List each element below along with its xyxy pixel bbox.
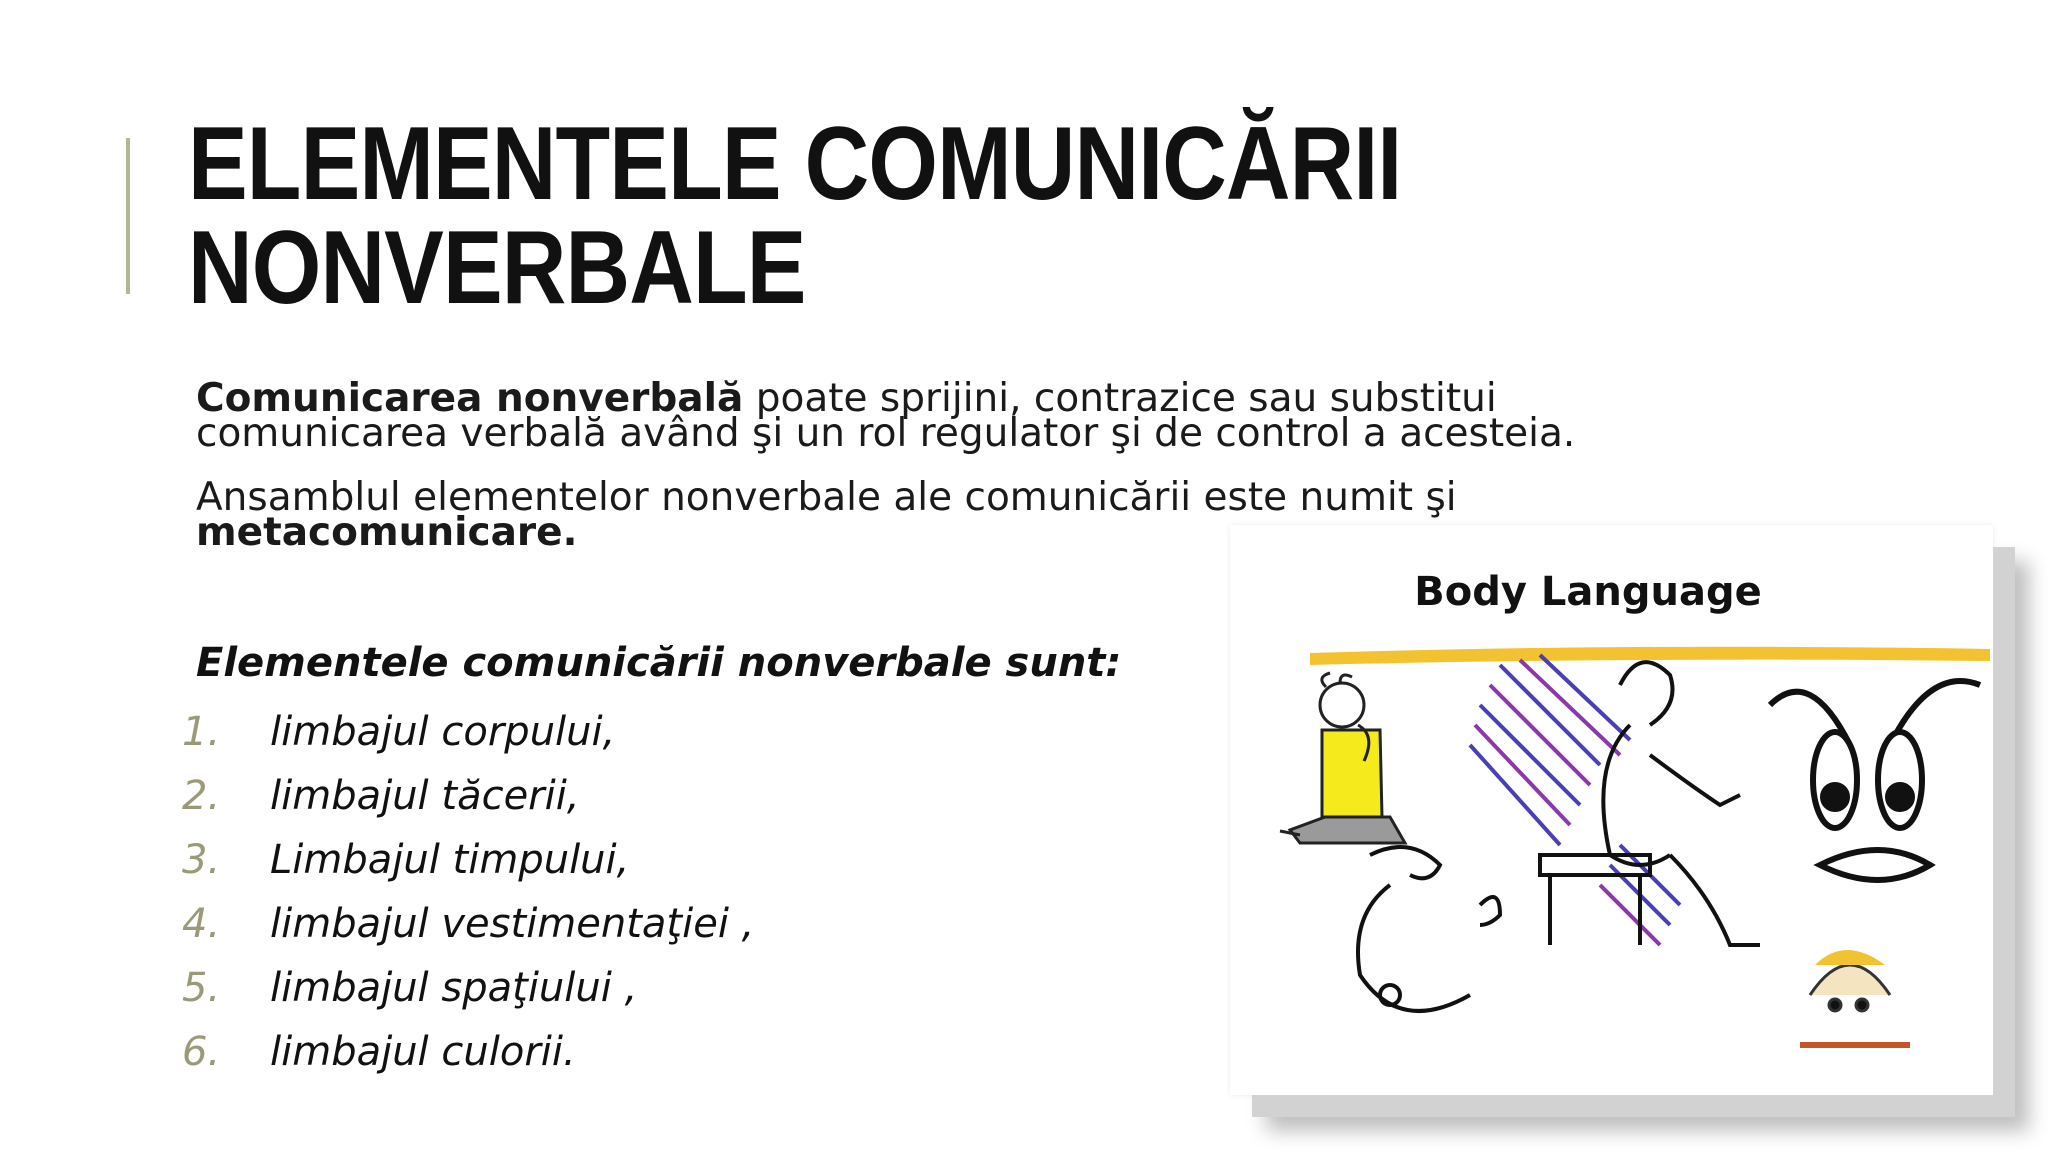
title-line-1: ELEMENTELE COMUNICĂRII: [188, 106, 1402, 222]
elements-list: [182, 700, 754, 1084]
title-line-2: NONVERBALE: [188, 210, 806, 326]
list-item-number: 1.: [182, 709, 221, 755]
title-accent-bar: [126, 138, 130, 294]
angry-face: [1770, 681, 1980, 880]
list-item-number: 5.: [182, 965, 221, 1011]
list-item-text: limbajul culorii.: [270, 1029, 576, 1075]
paragraph-text: Ansamblul elementelor nonverbale ale comunicării este numit şi: [196, 475, 1457, 520]
peeking-face: [1800, 950, 1910, 1045]
puzzled-head: [1358, 847, 1500, 1011]
body-language-illustration: [1230, 525, 1993, 1095]
list-item-text: limbajul corpului,: [270, 709, 616, 755]
list-item-number: 4.: [182, 901, 221, 947]
list-item: [182, 764, 754, 828]
illustration-caption: Body Language: [1414, 569, 1762, 615]
list-item: [182, 956, 754, 1020]
list-item-text: limbajul vestimentaţiei ,: [270, 901, 755, 947]
list-item-text: Limbajul timpului,: [270, 837, 630, 883]
list-item: [182, 892, 754, 956]
list-item-number: 6.: [182, 1029, 221, 1075]
slide-title: [188, 106, 1650, 326]
paragraph-bold-term: Comunicarea nonverbală: [196, 376, 744, 421]
list-item: [182, 828, 754, 892]
list-item-text: limbajul tăcerii,: [270, 773, 580, 819]
list-heading: Elementele comunicării nonverbale sunt:: [196, 640, 1122, 686]
hatch-shadow: [1470, 655, 1680, 945]
list-item-text: limbajul spaţiului ,: [270, 965, 638, 1011]
list-item: [182, 1020, 754, 1084]
paragraph-bold-term: metacomunicare.: [196, 510, 578, 555]
list-item-number: 2.: [182, 773, 221, 819]
paragraph-nonverbal-role: [196, 376, 1756, 456]
kneeling-man-figure: [1280, 673, 1405, 843]
list-item: [182, 700, 754, 764]
illustration-drawing: [1230, 525, 1993, 1095]
paragraph-text: poate sprijini, contrazice sau substitui comunicarea verbală având şi un rol regulator şi de control a acesteia.: [196, 376, 1576, 456]
list-item-number: 3.: [182, 837, 221, 883]
